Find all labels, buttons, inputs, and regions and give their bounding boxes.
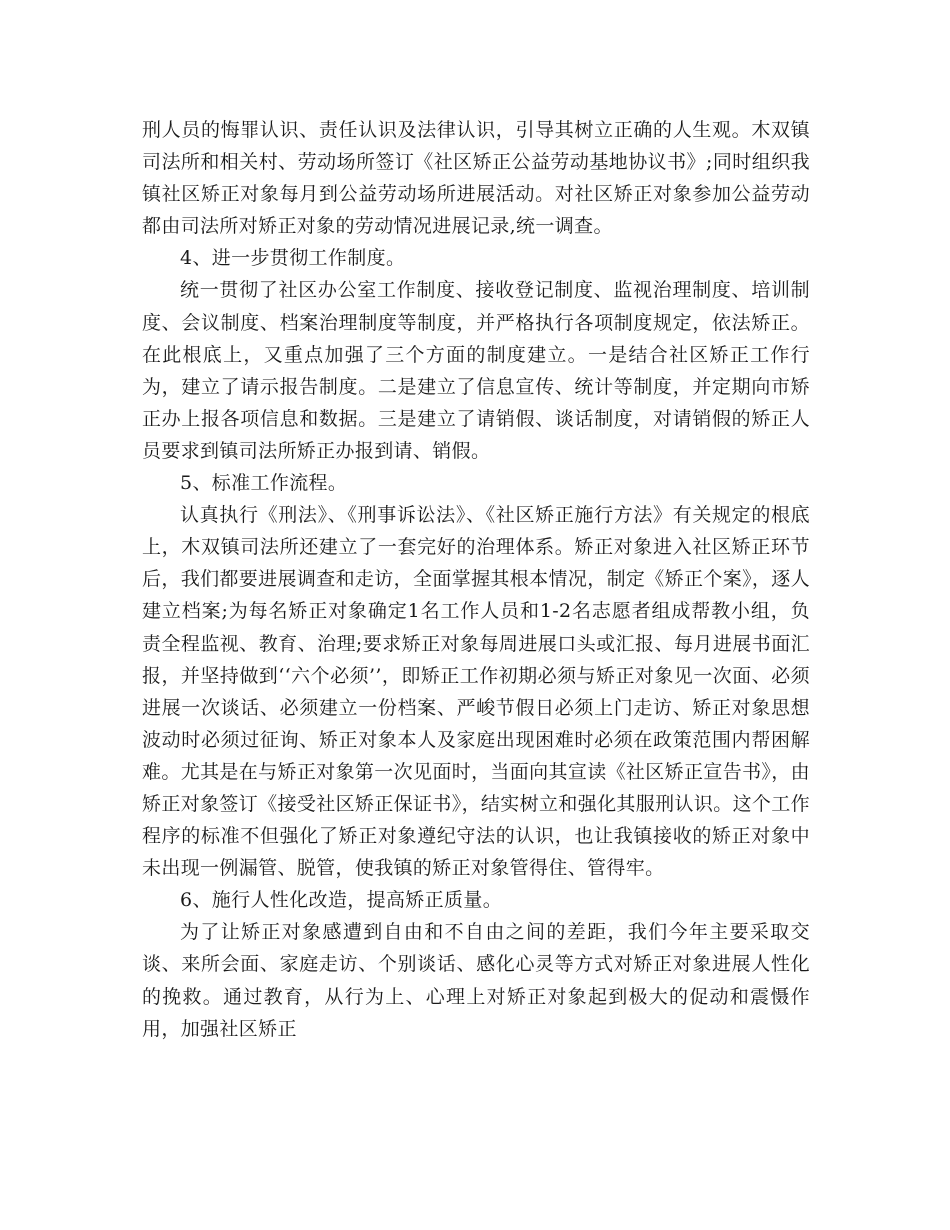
paragraph-humanized-reform: 为了让矫正对象感遭到自由和不自由之间的差距，我们今年主要采取交谈、来所会面、家庭走访、个别谈话、感化心灵等方式对矫正对象进展人性化的挽救。通过教育，从行为上、心理上对矫正对象起到极大的促动和震慑作用，加强社区矫正	[142, 921, 810, 1040]
paragraph-work-process: 认真执行《刑法》、《刑事诉讼法》、《社区矫正施行方法》有关规定的根底上，木双镇司法所还建立了一套完好的治理体系。矫正对象进入社区矫正环节后，我们都要进展调查和走访，全面掌握其根本情况，制定《矫正个案》，逐人建立档案;为每名矫正对象确定1名工作人员和1-2名志愿者组成帮教小组，负责全程监视、教育、治理;要求矫正对象每周进展口头或汇报、每月进展书面汇报，并坚持做到‘‘六个必须’’，即矫正工作初期必须与矫正对象见一次面、必须进展一次谈话、必须建立一份档案、严峻节假日必须上门走访、矫正对象思想波动时必须过征询、矫正对象本人及家庭出现困难时必须在政策范围内帮困解难。尤其是在与矫正对象第一次见面时，当面向其宣读《社区矫正宣告书》，由矫正对象签订《接受社区矫正保证书》，结实树立和强化其服刑认识。这个工作程序的标准不但强化了矫正对象遵纪守法的认识，也让我镇接收的矫正对象中未出现一例漏管、脱管，使我镇的矫正对象管得住、管得牢。	[142, 504, 810, 880]
section-heading-4: 4、进一步贯彻工作制度。	[180, 247, 406, 270]
paragraph-continued: 刑人员的悔罪认识、责任认识及法律认识，引导其树立正确的人生观。木双镇司法所和相关村、劳动场所签订《社区矫正公益劳动基地协议书》;同时组织我镇社区矫正对象每月到公益劳动场所进展活动。对社区矫正对象参加公益劳动都由司法所对矫正对象的劳动情况进展记录,统一调查。	[142, 119, 810, 238]
section-heading-5: 5、标准工作流程。	[180, 472, 348, 495]
document-body	[142, 114, 810, 1045]
section-heading-6: 6、施行人性化改造，提高矫正质量。	[180, 889, 503, 912]
paragraph-work-system: 统一贯彻了社区办公室工作制度、接收登记制度、监视治理制度、培训制度、会议制度、档案治理制度等制度，并严格执行各项制度规定，依法矫正。在此根底上，又重点加强了三个方面的制度建立。一是结合社区矫正工作行为，建立了请示报告制度。二是建立了信息宣传、统计等制度，并定期向市矫正办上报各项信息和数据。三是建立了请销假、谈话制度，对请销假的矫正人员要求到镇司法所矫正办报到请、销假。	[142, 279, 810, 462]
